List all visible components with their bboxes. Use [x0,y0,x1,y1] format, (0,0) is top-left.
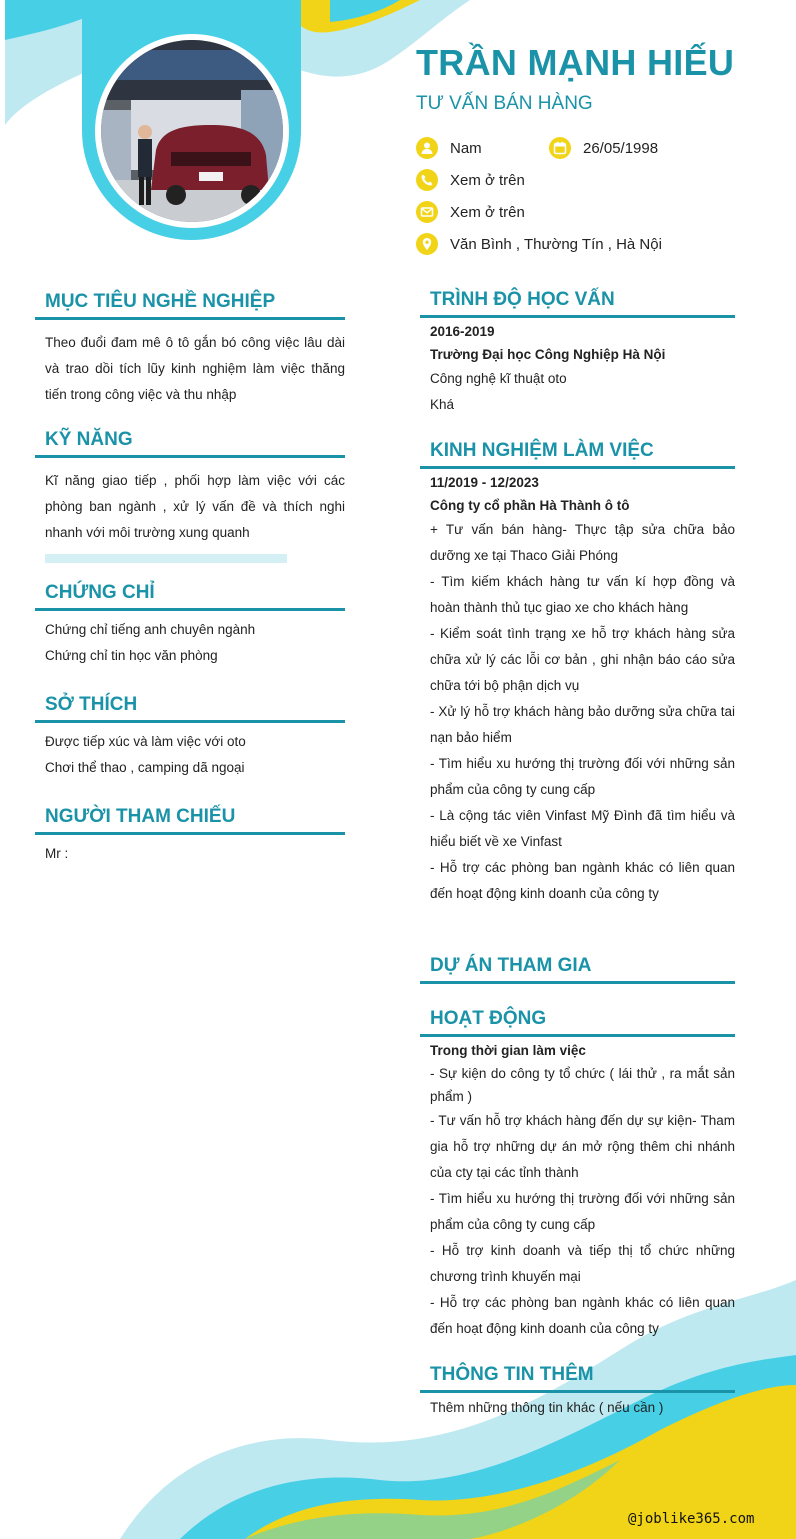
experience-item: - Kiểm soát tình trạng xe hỗ trợ khách hàng sửa chữa xử lý các lỗi cơ bản , ghi nhận báo cáo sửa chữa tới bộ phận dịch vụ [430,626,735,693]
phone-value: Xem ở trên [450,171,525,189]
experience-item: - Xử lý hỗ trợ khách hàng bảo dưỡng sửa chữa tai nạn bảo hiểm [430,704,735,745]
certificates-title: CHỨNG CHỈ [45,582,155,603]
experience-item: - Là cộng tác viên Vinfast Mỹ Đình đã tìm hiểu và hiểu biết về xe Vinfast [430,808,735,849]
objective-text: Theo đuổi đam mê ô tô gắn bó công việc lâu dài và trao dồi tích lũy kinh nghiệm làm việc thăng tiến trong công việc và thu nhập [45,335,345,402]
calendar-icon [549,137,571,159]
section-divider [420,981,735,984]
profile-photo [101,40,283,222]
experience-item: - Tìm kiếm khách hàng tư vấn kí hợp đồng và hoàn thành thủ tục giao xe cho khách hàng [430,574,735,615]
location-icon [416,233,438,255]
activity-item: - Sự kiện do công ty tổ chức ( lái thử , ra mắt sản phẩm ) [430,1066,735,1104]
activity-item: - Tìm hiểu xu hướng thị trường đối với những sản phẩm của công ty cung cấp [430,1191,735,1232]
references-section [35,804,345,867]
watermark: @joblike365.com [628,1511,755,1527]
references-text: Mr : [45,846,69,861]
hobbies-title: SỞ THÍCH [45,694,138,715]
experience-item: - Hỗ trợ các phòng ban ngành khác có liên quan đến hoạt động kinh doanh của công ty [430,860,735,901]
person-icon [416,137,438,159]
hobby-item: Được tiếp xúc và làm việc với oto [45,734,246,749]
email-row [416,201,525,223]
skills-title: KỸ NĂNG [45,429,133,450]
education-title: TRÌNH ĐỘ HỌC VẤN [430,289,615,310]
references-title: NGƯỜI THAM CHIẾU [45,806,236,827]
activity-item: - Hỗ trợ các phòng ban ngành khác có liên quan đến hoạt động kinh doanh của công ty [430,1295,735,1336]
job-title: TƯ VẤN BÁN HÀNG [416,93,593,114]
gender-row [416,137,482,159]
experience-title: KINH NGHIỆM LÀM VIỆC [430,440,654,461]
objective-section [35,289,345,408]
activities-title: HOẠT ĐỘNG [430,1008,547,1029]
experience-section [420,438,735,907]
activity-item: - Tư vấn hỗ trợ khách hàng đến dự sự kiện- Tham gia hỗ trợ những dự án mở rộng thêm chi nhánh của cty tại các tỉnh thành [430,1113,735,1180]
activity-item: - Hỗ trợ kinh doanh và tiếp thị tổ chức những chương trình khuyến mại [430,1243,735,1284]
address-row [416,233,662,255]
candidate-name: TRẦN MẠNH HIẾU [416,42,735,83]
hobbies-section [35,692,345,781]
education-major: Công nghệ kĩ thuật oto [430,371,567,386]
education-section [420,287,735,418]
extra-text: Thêm những thông tin khác ( nếu cần ) [430,1400,664,1415]
birthday-row [549,137,658,159]
activities-heading: Trong thời gian làm việc [430,1043,586,1058]
experience-period: 11/2019 - 12/2023 [430,475,539,490]
skills-text: Kĩ năng giao tiếp , phối hợp làm việc với các phòng ban ngành , xử lý vấn đề và thích nghi nhanh với môi trường xung quanh [45,473,345,540]
address-value: Văn Bình , Thường Tín , Hà Nội [450,235,662,253]
skill-level-bar [45,554,287,563]
hobby-item: Chơi thể thao , camping dã ngoại [45,760,245,775]
school-name: Trường Đại học Công Nghiệp Hà Nội [430,347,666,362]
skills-section [35,427,345,563]
phone-row [416,169,525,191]
certificate-item: Chứng chỉ tin học văn phòng [45,648,218,663]
activities-section [420,1006,735,1342]
education-period: 2016-2019 [430,324,495,339]
mail-icon [416,201,438,223]
extra-section [420,1362,735,1421]
phone-icon [416,169,438,191]
projects-title: DỰ ÁN THAM GIA [430,955,592,976]
experience-item: + Tư vấn bán hàng- Thực tập sửa chữa bảo dưỡng xe tại Thaco Giải Phóng [430,522,735,563]
projects-section [420,953,735,984]
experience-item: - Tìm hiểu xu hướng thị trường đối với những sản phẩm của công ty cung cấp [430,756,735,797]
education-grade: Khá [430,397,455,412]
gender-value: Nam [450,139,482,157]
email-value: Xem ở trên [450,203,525,221]
certificate-item: Chứng chỉ tiếng anh chuyên ngành [45,622,256,637]
company-name: Công ty cổ phần Hà Thành ô tô [430,498,630,513]
objective-title: MỤC TIÊU NGHỀ NGHIỆP [45,291,276,312]
birthday-value: 26/05/1998 [583,139,659,157]
extra-title: THÔNG TIN THÊM [430,1364,594,1385]
certificates-section [35,580,345,669]
